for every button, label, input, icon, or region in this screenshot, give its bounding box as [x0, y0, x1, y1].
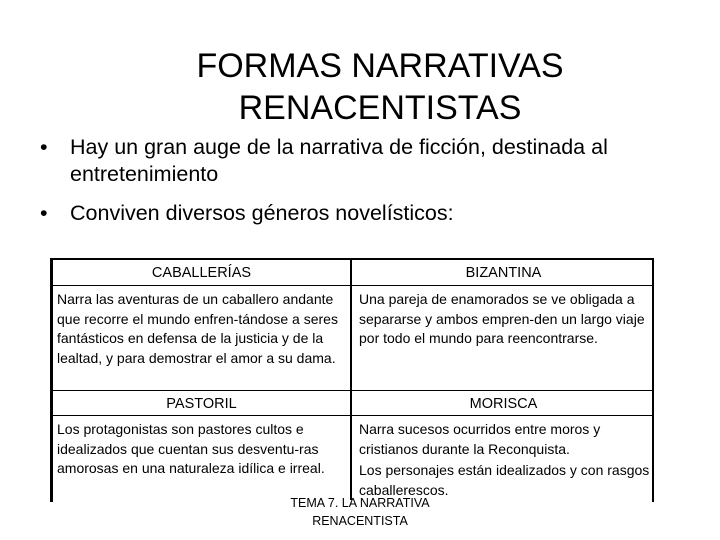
footer-line-1: TEMA 7. LA NARRATIVA: [290, 496, 430, 510]
footer: [260, 494, 460, 530]
bullet-text: Conviven diversos géneros novelísticos:: [70, 201, 454, 225]
header-pastoril: PASTORIL: [166, 396, 237, 412]
bullet-item: [40, 200, 700, 227]
table-divider: [53, 285, 652, 286]
bullet-icon: •: [40, 135, 48, 159]
bullet-item: [40, 134, 700, 188]
bullet-icon: •: [40, 201, 48, 225]
body-morisca-paragraph-1: Narra sucesos ocurridos entre moros y cristianos durante la Reconquista.: [359, 421, 601, 457]
header-bizantina: BIZANTINA: [465, 265, 542, 281]
bullet-list: [40, 134, 700, 239]
body-pastoril: Los protagonistas son pastores cultos e idealizados que cuentan sus desventu-ras amorosas en una naturaleza idílica e irreal.: [57, 421, 325, 476]
title-line-2: RENACENTISTAS: [238, 88, 522, 127]
body-caballerias: Narra las aventuras de un caballero andante que recorre el mundo enfren-tándose a seres fantásticos en defensa de la justicia y de la lealtad, y para demostrar el amor a su dama.: [57, 291, 338, 366]
title-line-1: FORMAS NARRATIVAS: [196, 46, 564, 85]
table-divider: [53, 390, 652, 391]
page-title: [100, 45, 660, 129]
genres-table: [50, 258, 654, 502]
body-bizantina: Una pareja de enamorados se ve obligada a separarse y ambos empren-den un largo viaje por todo el mundo para reencontrarse.: [359, 291, 645, 346]
footer-line-2: RENACENTISTA: [312, 514, 408, 528]
body-morisca-paragraph-2: Los personajes están idealizados y con rasgos caballerescos.: [359, 462, 650, 498]
bullet-text: Hay un gran auge de la narrativa de ficción, destinada al entretenimiento: [70, 135, 608, 186]
header-caballerias: CABALLERÍAS: [151, 265, 252, 281]
header-morisca: MORISCA: [469, 396, 538, 412]
body-morisca: [359, 420, 651, 500]
table-divider: [53, 415, 652, 416]
